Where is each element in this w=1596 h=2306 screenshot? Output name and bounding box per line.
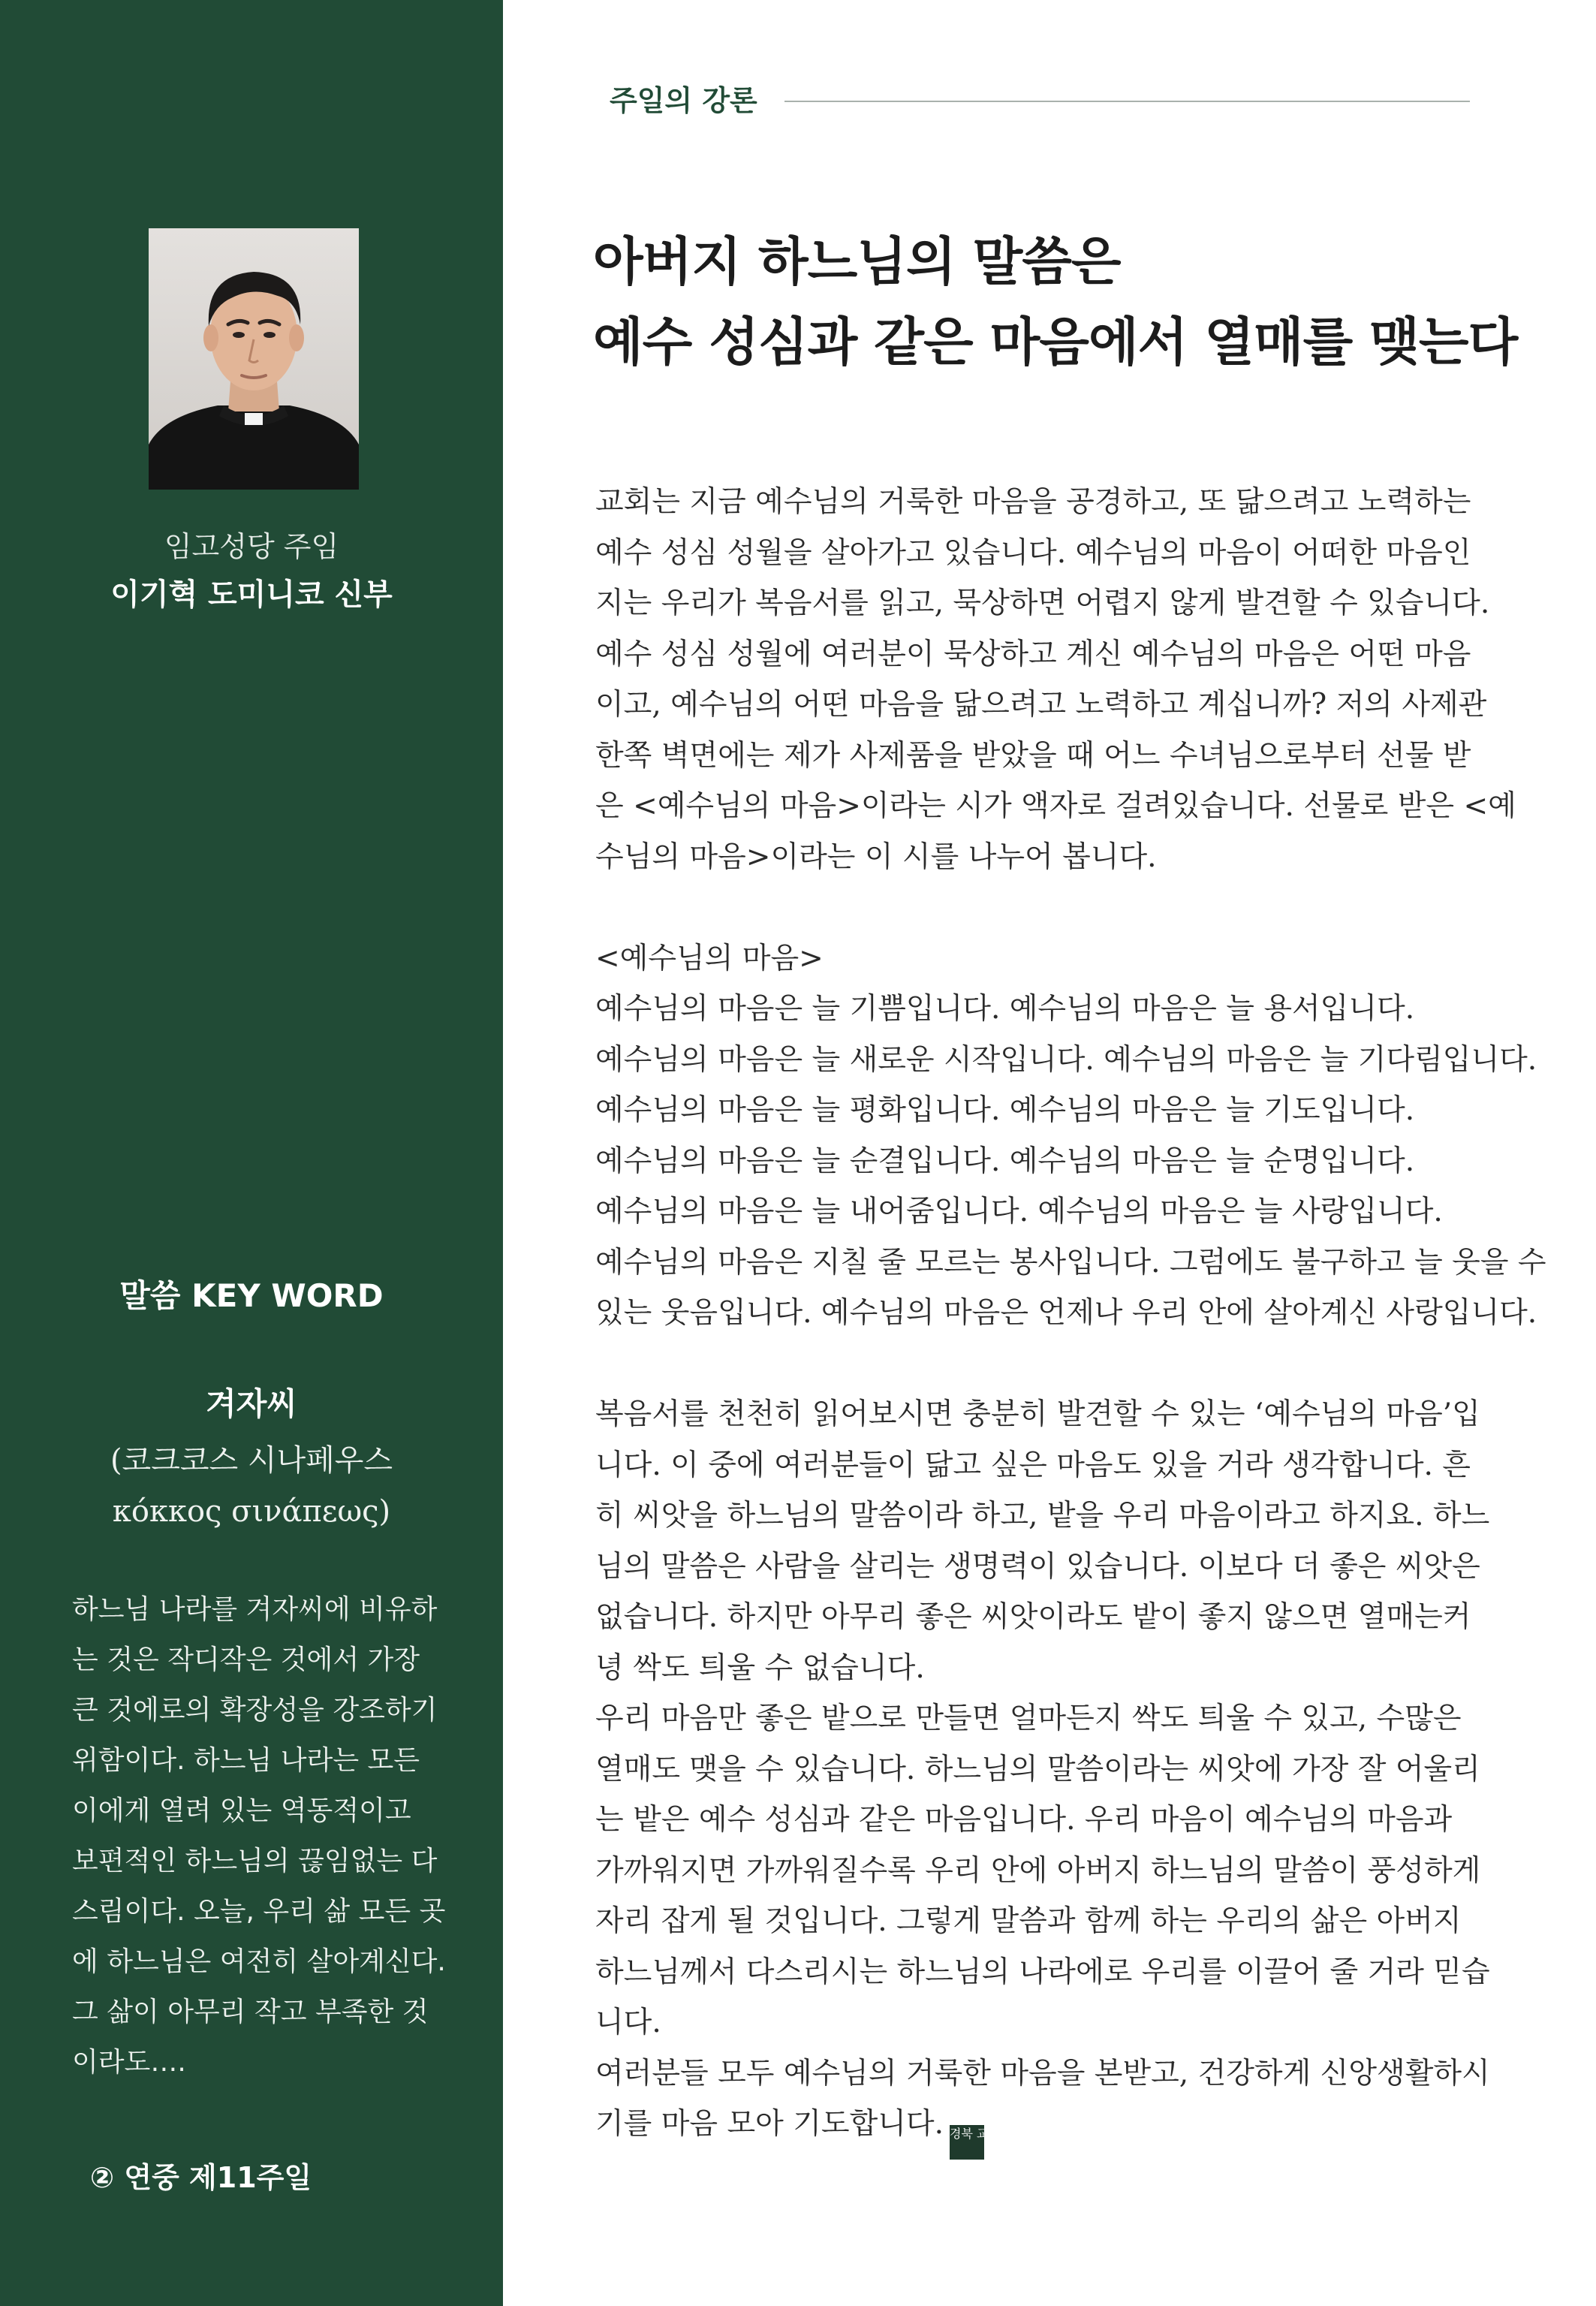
poem-line: 예수님의 마음은 늘 내어줌입니다. 예수님의 마음은 늘 사랑입니다. bbox=[595, 1195, 1443, 1228]
keyword-desc-line: 는 것은 작디작은 것에서 가장 bbox=[72, 1644, 420, 1675]
seal-stamp: 경북 교구 bbox=[950, 2125, 984, 2160]
author-role: 임고성당 주임 bbox=[164, 530, 339, 563]
poem-title: <예수님의 마음> bbox=[595, 941, 824, 975]
keyword-term: 겨자씨 bbox=[206, 1385, 297, 1422]
closing-line bbox=[595, 2099, 1511, 2150]
body-line: 예수 성심 성월에 여러분이 묵상하고 계신 예수님의 마음은 어떤 마음 bbox=[595, 637, 1471, 671]
author-portrait bbox=[149, 228, 359, 490]
body-line: 지는 우리가 복음서를 읽고, 묵상하면 어렵지 않게 발견할 수 있습니다. bbox=[595, 586, 1490, 620]
keyword-transliteration: (코크코스 시나페우스 bbox=[110, 1443, 393, 1478]
keyword-desc-line: 보편적인 하느님의 끊임없는 다 bbox=[72, 1846, 438, 1876]
body-line: 이고, 예수님의 어떤 마음을 닮으려고 노력하고 계십니까? 저의 사제관 bbox=[595, 688, 1487, 722]
keyword-title: 말씀 KEY WORD bbox=[119, 1277, 384, 1314]
article-body bbox=[595, 477, 1546, 2150]
paragraph-gap bbox=[595, 1339, 1511, 1390]
headline bbox=[593, 222, 1524, 383]
body-line: 님의 말씀은 사람을 살리는 생명력이 있습니다. 이보다 더 좋은 씨앗은 bbox=[595, 1549, 1480, 1584]
body-line: 복음서를 천천히 읽어보시면 충분히 발견할 수 있는 ‘예수님의 마음’입 bbox=[595, 1397, 1480, 1431]
poem-line: 예수님의 마음은 늘 새로운 시작입니다. 예수님의 마음은 늘 기다림입니다. bbox=[595, 1042, 1537, 1077]
author-name: 이기혁 도미니코 신부 bbox=[110, 577, 393, 612]
keyword-desc-line: 위함이다. 하느님 나라는 모든 bbox=[72, 1745, 420, 1776]
closing-text: 기를 마음 모아 기도합니다. bbox=[595, 2107, 944, 2141]
headline-line-1: 아버지 하느님의 말씀은 bbox=[593, 232, 1121, 292]
keyword-desc-line: 큰 것에로의 확장성을 강조하기 bbox=[72, 1695, 438, 1726]
poem-line: 예수님의 마음은 늘 순결입니다. 예수님의 마음은 늘 순명입니다. bbox=[595, 1144, 1415, 1178]
body-line: 수님의 마음>이라는 이 시를 나누어 봅니다. bbox=[595, 840, 1157, 874]
body-line: 여러분들 모두 예수님의 거룩한 마음을 본받고, 건강하게 신앙생활하시 bbox=[595, 2056, 1490, 2090]
body-line: 교회는 지금 예수님의 거룩한 마음을 공경하고, 또 닮으려고 노력하는 bbox=[595, 485, 1471, 519]
keyword-desc-line: 하느님 나라를 겨자씨에 비유하 bbox=[72, 1594, 438, 1625]
poem-line: 예수님의 마음은 늘 평화입니다. 예수님의 마음은 늘 기도입니다. bbox=[595, 1093, 1415, 1127]
body-line: 하느님께서 다스리시는 하느님의 나라에로 우리를 이끌어 줄 거라 믿습 bbox=[595, 1955, 1490, 1989]
keyword-desc-line: 이에게 열려 있는 역동적이고 bbox=[72, 1795, 411, 1826]
body-line: 히 씨앗을 하느님의 말씀이라 하고, 밭을 우리 마음이라고 하지요. 하느 bbox=[595, 1499, 1490, 1533]
body-line: 한쪽 벽면에는 제가 사제품을 받았을 때 어느 수녀님으로부터 선물 받 bbox=[595, 738, 1471, 773]
keyword-desc-line: 스림이다. 오늘, 우리 삶 모든 곳 bbox=[72, 1896, 446, 1927]
keyword-desc-line: 그 삶이 아무리 작고 부족한 것 bbox=[72, 1997, 429, 2027]
section-label: 주일의 강론 bbox=[610, 84, 757, 117]
keyword-greek: κόκκος σινάπεως) bbox=[112, 1494, 391, 1529]
body-line: 녕 싹도 틔울 수 없습니다. bbox=[595, 1650, 925, 1685]
body-line: 없습니다. 하지만 아무리 좋은 씨앗이라도 밭이 좋지 않으면 열매는커 bbox=[595, 1600, 1471, 1634]
body-line: 가까워지면 가까워질수록 우리 안에 아버지 하느님의 말씀이 풍성하게 bbox=[595, 1853, 1481, 1888]
section-divider bbox=[784, 101, 1470, 102]
issue-label: ② 연중 제11주일 bbox=[90, 2161, 312, 2194]
body-line: 니다. bbox=[595, 2006, 661, 2039]
headline-line-2: 예수 성심과 같은 마음에서 열매를 맺는다 bbox=[593, 312, 1518, 372]
body-line: 은 <예수님의 마음>이라는 시가 액자로 걸려있습니다. 선물로 받은 <예 bbox=[595, 789, 1516, 823]
body-line: 니다. 이 중에 여러분들이 닮고 싶은 마음도 있을 거라 생각합니다. 흔 bbox=[595, 1448, 1471, 1482]
keyword-desc-line: 에 하느님은 여전히 살아계신다. bbox=[72, 1946, 446, 1977]
body-line: 열매도 맺을 수 있습니다. 하느님의 말씀이라는 씨앗에 가장 잘 어울리 bbox=[595, 1752, 1480, 1786]
poem-line: 예수님의 마음은 지칠 줄 모르는 봉사입니다. 그럼에도 불구하고 늘 웃을 수 bbox=[595, 1245, 1546, 1280]
keyword-desc-line: 이라도…. bbox=[72, 2047, 186, 2078]
body-line: 자리 잡게 될 것입니다. 그렇게 말씀과 함께 하는 우리의 삶은 아버지 bbox=[595, 1904, 1462, 1938]
sidebar bbox=[0, 0, 503, 2306]
poem-line: 있는 웃음입니다. 예수님의 마음은 언제나 우리 안에 살아계신 사랑입니다. bbox=[595, 1296, 1537, 1330]
body-line: 예수 성심 성월을 살아가고 있습니다. 예수님의 마음이 어떠한 마음인 bbox=[595, 535, 1471, 570]
body-line: 는 밭은 예수 성심과 같은 마음입니다. 우리 마음이 예수님의 마음과 bbox=[595, 1803, 1453, 1837]
keyword-description bbox=[72, 1584, 455, 2087]
body-line: 우리 마음만 좋은 밭으로 만들면 얼마든지 싹도 틔울 수 있고, 수많은 bbox=[595, 1702, 1462, 1735]
paragraph-gap bbox=[595, 882, 1511, 933]
poem-line: 예수님의 마음은 늘 기쁨입니다. 예수님의 마음은 늘 용서입니다. bbox=[595, 992, 1415, 1026]
